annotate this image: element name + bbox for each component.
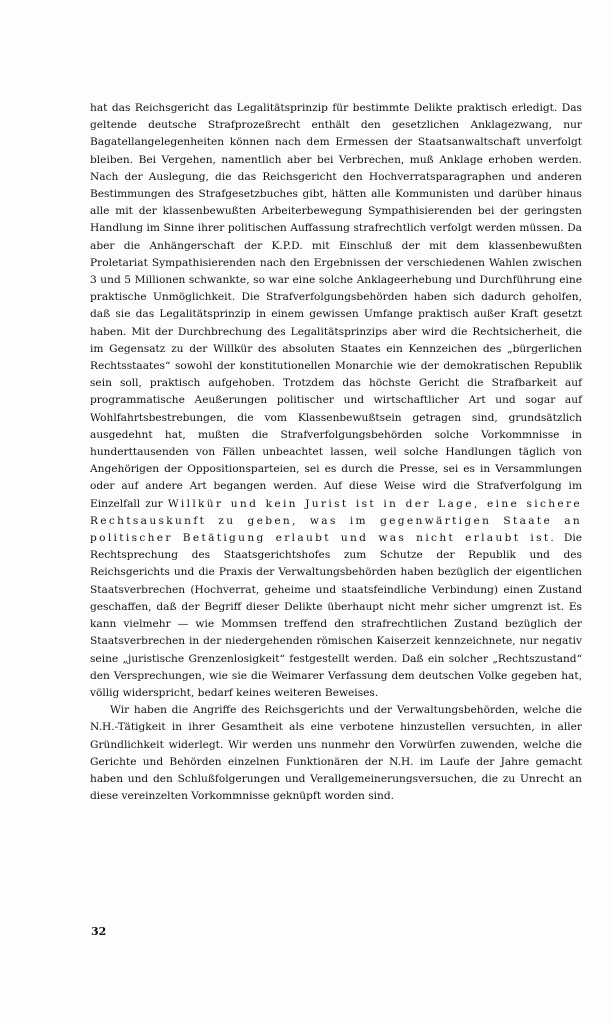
body-text xyxy=(90,100,582,805)
page-number: 32 xyxy=(91,925,107,938)
paragraph-1-continuation: Die Rechtsprechung des Staatsgerichtshofes zum Schutze der Republik und des Reichsgerichts und die Praxis der Verwaltungsbehörden haben bezüglich der eigentlichen Staatsverbrechen (Hochverrat, geheime und staatsfeindliche Verbindung) einen Zustand geschaffen, daß der Begriff dieser Delikte überhaupt nicht mehr sicher umgrenzt ist. Es kann vielmehr — wie Mommsen treffend den strafrechtlichen Zustand bezüglich der Staatsverbrechen in der niedergehenden römischen Kaiserzeit kennzeichnete, nur negativ seine „juristische Grenzenlosigkeit“ festgestellt werden. Daß ein solcher „Rechtszustand“ den Versprechungen, wie sie die Weimarer Verfassung dem deutschen Volke gegeben hat, völlig widerspricht, bedarf keines weiteren Beweises. xyxy=(90,532,582,699)
paragraph-legalitaetsprinzip xyxy=(90,100,582,702)
paragraph-angriffe: Wir haben die Angriffe des Reichsgerichts und der Verwaltungsbehörden, welche die N.H.-Tätigkeit in ihrer Gesamtheit als eine verbotene hinzustellen versuchten, in aller Gründlichkeit widerlegt. Wir werden uns nunmehr den Vorwürfen zuwenden, welche die Gerichte und Behörden einzelnen Funktionären der N.H. im Laufe der Jahre gemacht haben und den Schlußfolgerungen und Verallgemeinerungsversuchen, die zu Unrecht an diese vereinzelten Vorkommnisse geknüpft worden sind. xyxy=(90,704,582,803)
paragraph-1-text: hat das Reichsgericht das Legalitätsprinzip für bestimmte Delikte praktisch erledigt. Das geltende deutsche Strafprozeßrecht enthält den gesetzlichen Anklagezwang, nur Bagatellangelegenheiten können nach dem Ermessen der Staatsanwaltschaft unverfolgt bleiben. Bei Vergehen, namentlich aber bei Verbrechen, muß Anklage erhoben werden. Nach der Auslegung, die das Reichsgericht den Hochverratsparagraphen und anderen Bestimmungen des Strafgesetzbuches gibt, hätten alle Kommunisten und darüber hinaus alle mit der klassenbewußten Arbeiterbewegung Sympathisierenden bei der geringsten Handlung im Sinne ihrer politischen Auffassung strafrechtlich verfolgt werden müssen. Da aber die Anhängerschaft der K.P.D. mit Einschluß der mit dem klassenbewußten Proletariat Sympathisierenden nach den Ergebnissen der verschiedenen Wahlen zwischen 3 und 5 Millionen schwankte, so war eine solche Anklageerhebung und Durchführung eine praktische Unmöglichkeit. Die Strafverfolgungsbehörden haben sich dadurch geholfen, daß sie das Legalitätsprinzip in einem gewissen Umfange praktisch außer Kraft gesetzt haben. Mit der Durchbrechung des Legalitätsprinzips aber wird die Rechtsicherheit, die im Gegensatz zu der Willkür des absoluten Staates ein Kennzeichen des „bürgerlichen Rechtsstaates“ sowohl der konstitutionellen Monarchie wie der demokratischen Republik sein soll, praktisch aufgehoben. Trotzdem das höchste Gericht die Strafbarkeit auf programmatische Aeußerungen politischer und wirtschaftlicher Art und sogar auf Wohlfahrtsbestrebungen, die vom Klassenbewußtsein getragen sind, grundsätzlich ausgedehnt hat, mußten die Strafverfolgungsbehörden solche Vorkommnisse in hunderttausenden von Fällen unbeachtet lassen, weil solche Handlungen täglich von Angehörigen der Oppositionsparteien, sei es durch die Presse, sei es in Versammlungen oder auf andere Art begangen werden. Auf diese Weise wird die Strafverfolgung im Einzelfall zur xyxy=(90,102,582,510)
emphasized-spaced-text: Willkür und kein Jurist ist in der Lage, eine sichere Rechtsauskunft zu geben, was im gegenwärtigen Staate an politischer Betätigung erlaubt und was nicht erlaubt ist. xyxy=(90,497,582,545)
